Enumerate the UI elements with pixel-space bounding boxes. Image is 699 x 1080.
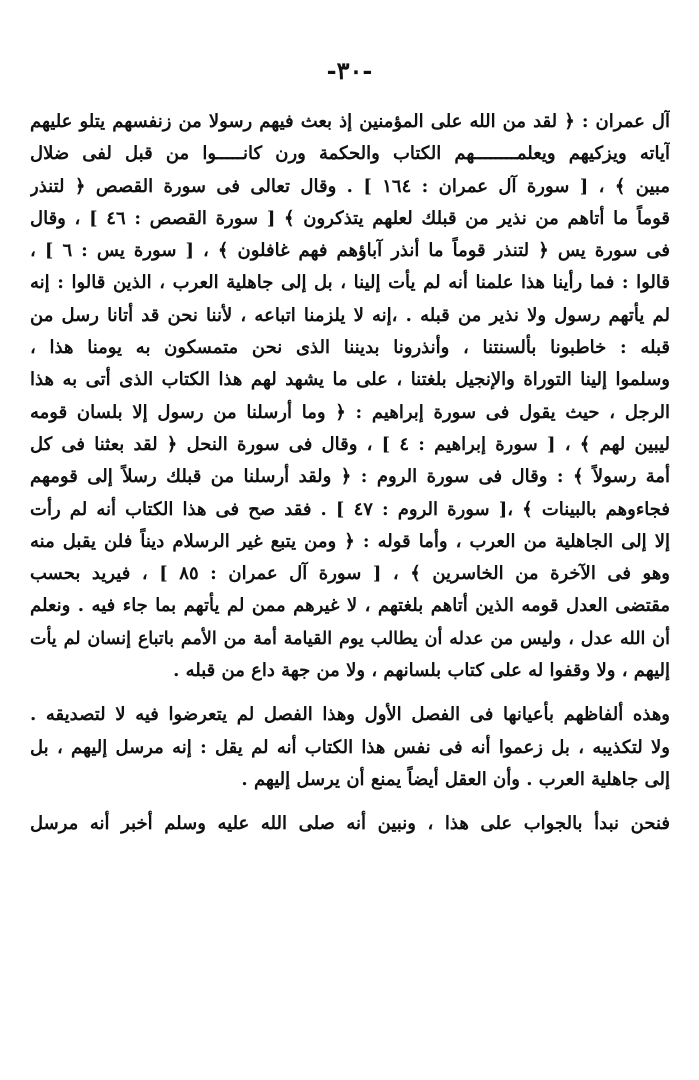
text-line: فجاءوهم بالبينات ﴾ ،[ سورة الروم : ٤٧ ] . فقد صح فى هذا الكتاب أنه لم رأت (30, 498, 670, 520)
paragraph-1 (30, 106, 670, 687)
text-line: وسلموا إلينا التوراة والإنجيل بلغتنا ، على ما يشهد لهم هذا الكتاب الذى أتى به هذا (30, 369, 670, 391)
text-line: قالوا : فما رأينا هذا علمنا أنه لم يأت إلينا ، بل إلى جاهلية العرب ، الذين قالوا : إنه (30, 272, 670, 294)
paragraph-2 (30, 699, 670, 796)
page-number: -٣٠- (326, 56, 373, 85)
text-line: إليهم ، ولا وقفوا له على كتاب بلسانهم ، ولا من جهة داع من قبله . (173, 660, 670, 682)
text-line: قوماً ما أتاهم من نذير من قبلك لعلهم يتذكرون ﴾ [ سورة القصص : ٤٦ ] ، وقال (30, 207, 670, 229)
text-line: آل عمران : ﴿ لقد من الله على المؤمنين إذ بعث فيهم رسولا من زنفسهم يتلو عليهم (30, 111, 670, 132)
text-line: أن الله عدل ، وليس من عدله أن يطالب يوم القيامة أمة من الأمم باتباع إنسان لم يأت (30, 628, 670, 649)
text-line: ولا لتكذيبه ، بل زعموا أنه فى نفس هذا الكتاب أنه لم يقل : إنه مرسل إليهم ، بل (30, 736, 670, 758)
text-line: وهو فى الآخرة من الخاسرين ﴾ ، [ سورة آل عمران : ٨٥ ] ، فيريد بحسب (30, 563, 670, 585)
text-line: إلا إلى الجاهلية من العرب ، وأما قوله : ﴿ ومن يتبع غير الرسلام ديناً فلن يقبل منه (30, 530, 670, 552)
text-line: مبين ﴾ ، [ سورة آل عمران : ١٦٤ ] . وقال تعالى فى سورة القصص ﴿ لتنذر (30, 175, 670, 197)
text-line: إلى جاهلية العرب . وأن العقل أيضاً يمنع أن يرسل إليهم . (241, 768, 670, 790)
text-line: الرجل ، حيث يقول فى سورة إبراهيم : ﴿ وما أرسلنا من رسول إلا بلسان قومه (30, 401, 670, 423)
text-line: ليبين لهم ﴾ ، [ سورة إبراهيم : ٤ ] ، وقال فى سورة النحل ﴿ لقد بعثنا فى كل (30, 433, 670, 455)
text-line: مقتضى العدل قومه الذين أتاهم بلغتهم ، لا غيرهم ممن لم يأتهم بما جاء فيه . ونعلم (30, 595, 670, 617)
body-text (30, 106, 670, 841)
text-line: وهذه ألفاظهم بأعيانها فى الفصل الأول وهذا الفصل لم يتعرضوا فيه لا لتصديقه . (30, 704, 670, 726)
text-line: فى سورة يس ﴿ لتنذر قوماً ما أنذر آباؤهم فهم غافلون ﴾ ، [ سورة يس : ٦ ] ، (30, 240, 670, 262)
text-line: فنحن نبدأ بالجواب على هذا ، ونبين أنه صلى الله عليه وسلم أخبر أنه مرسل (30, 813, 670, 835)
paragraph-3 (30, 808, 670, 840)
text-line: لم يأتهم رسول ولا نذير من قبله . ،إنه لا يلزمنا اتباعه ، لأننا نحن قد أتانا رسل من (30, 304, 670, 326)
text-line: قبله : خاطبونا بألسنتنا ، وأنذرونا بديننا الذى نحن متمسكون به يومنا هذا ، (30, 337, 670, 359)
text-line: آياته ويزكيهم ويعلمــــــــهم الكتاب والحكمة ورن كانـــــوا من قبل لفى ضلال (30, 143, 670, 165)
text-line: أمة رسولاً ﴾ : وقال فى سورة الروم : ﴿ ولقد أرسلنا من قبلك رسلاً إلى قومهم (30, 466, 670, 488)
